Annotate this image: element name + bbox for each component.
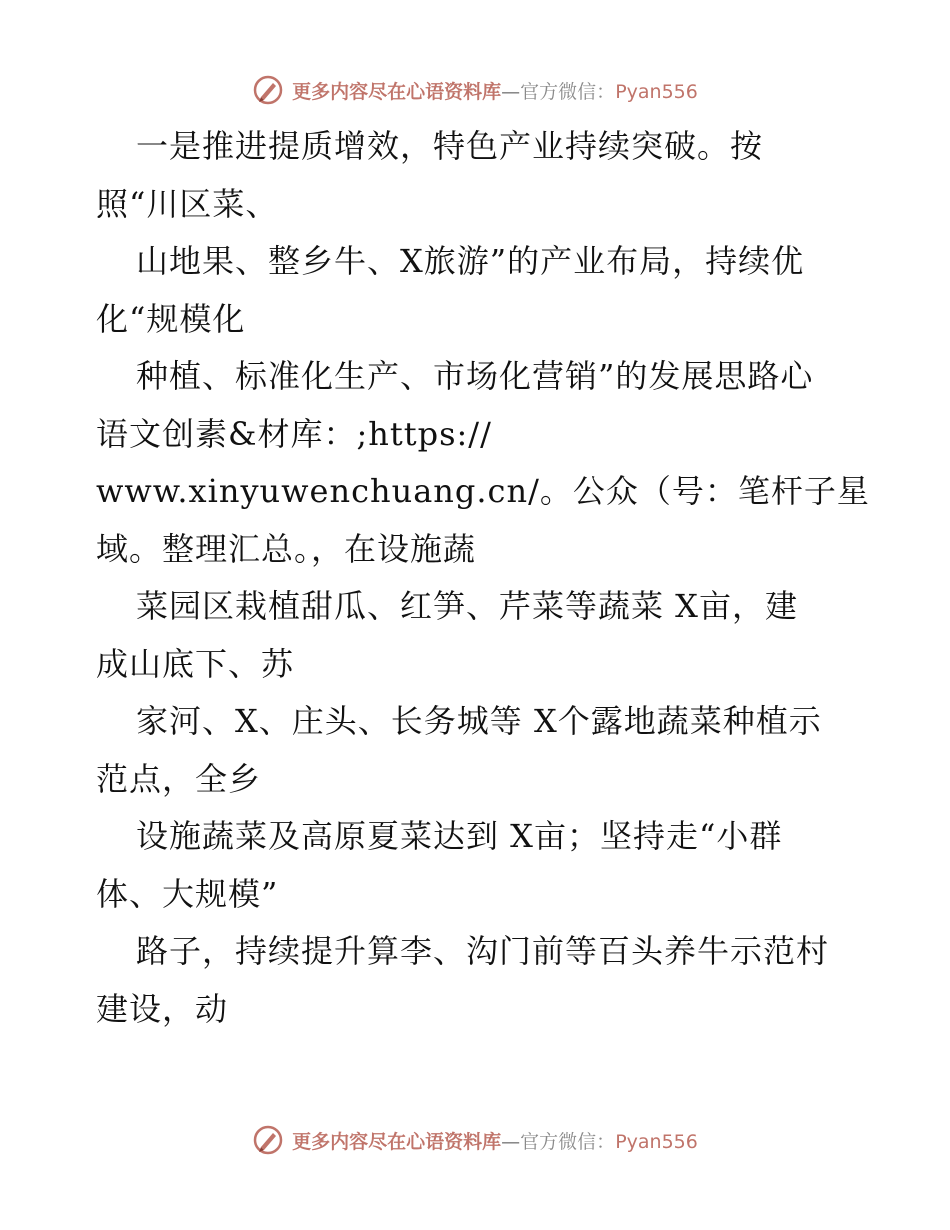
text-line: 菜园区栽植甜瓜、红笋、芹菜等蔬菜 X亩，建 (136, 587, 798, 625)
text-line: 路子，持续提升算李、沟门前等百头养牛示范村 (136, 932, 830, 970)
text-line: 成山底下、苏 (96, 644, 295, 683)
text-line: 范点，全乡 (96, 759, 262, 798)
watermark-site: 更多内容尽在心语资料库 (292, 1130, 502, 1153)
text-line: 设施蔬菜及高原夏菜达到 X亩；坚持走“小群 (136, 817, 783, 855)
watermark-wechat-label: 官方微信： (520, 1130, 616, 1153)
watermark-separator: — (501, 80, 521, 103)
footer-watermark (0, 1120, 950, 1160)
text-line: 域。整理汇总。，在设施蔬 (96, 529, 477, 568)
text-line: 照“川区菜、 (96, 184, 279, 223)
header-watermark (0, 70, 950, 110)
text-line: 山地果、整乡牛、X旅游”的产业布局，持续优 (136, 242, 805, 280)
watermark-text (292, 77, 698, 104)
watermark-text (292, 1127, 698, 1154)
watermark-id: Pyan556 (615, 1130, 698, 1153)
watermark-site: 更多内容尽在心语资料库 (292, 80, 502, 103)
pen-logo-icon (252, 1124, 284, 1156)
text-line: 种植、标准化生产、市场化营销”的发展思路心 (136, 357, 814, 395)
document-body (96, 118, 876, 1038)
text-line: 建设，动 (96, 989, 229, 1028)
text-line: 化“规模化 (96, 299, 246, 338)
watermark-separator: — (501, 1130, 521, 1153)
text-line: 家河、X、庄头、长务城等 X个露地蔬菜种植示 (136, 702, 822, 740)
watermark-wechat-label: 官方微信： (520, 80, 616, 103)
text-line: 体、大规模” (96, 874, 279, 913)
text-line: www.xinyuwenchuang.cn/。公众（号：笔杆子星 (96, 472, 870, 510)
pen-logo-icon (252, 74, 284, 106)
watermark-id: Pyan556 (615, 80, 698, 103)
text-line: 语文创素&材库：;https:// (96, 414, 492, 453)
text-line: 一是推进提质增效，特色产业持续突破。按 (136, 127, 764, 165)
